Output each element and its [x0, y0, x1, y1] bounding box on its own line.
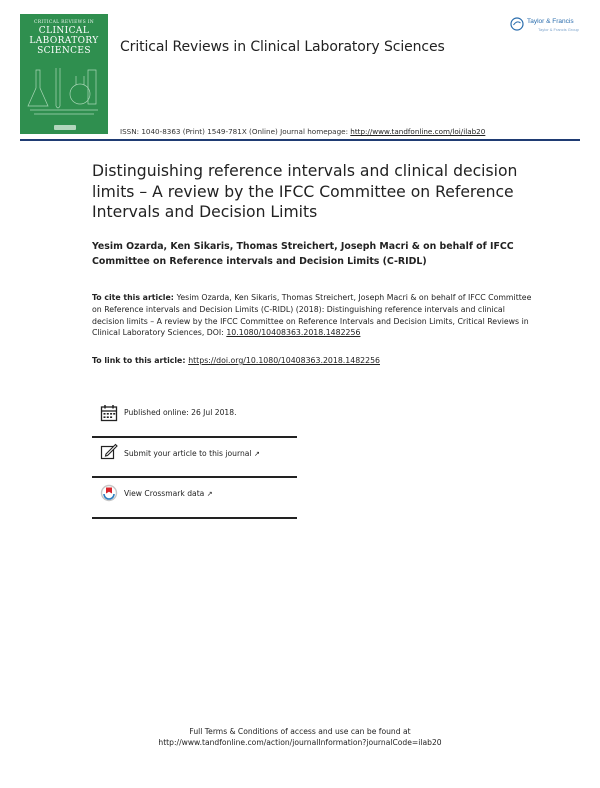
footer-line1: Full Terms & Conditions of access and use can be found at [189, 727, 411, 736]
article-title: Distinguishing reference intervals and clinical decision limits – A review by the IFCC Committee on Reference Intervals and Decision Limits [92, 162, 518, 221]
citation-block [92, 292, 532, 339]
submit-article-link[interactable] [100, 443, 297, 473]
header-divider [20, 139, 580, 141]
crossmark-text: View Crossmark data [124, 489, 205, 498]
citation-text: Yesim Ozarda, Ken Sikaris, Thomas Streichert, Joseph Macri & on behalf of IFCC Committee on Reference intervals and Decision Limits (C-RIDL) (2018): Distinguishing reference intervals and clinical decision limits – A review by the IFCC Committee on Reference Intervals and Decision Limits, Critical Reviews in Clinical Laboratory Sciences, DOI: [92, 293, 532, 338]
publisher-logo-icon [510, 17, 524, 31]
journal-homepage-link[interactable]: http://www.tandfonline.com/loi/ilab20 [350, 127, 486, 136]
edit-icon [100, 443, 118, 461]
cover-lab-illustration [26, 66, 102, 124]
published-row [100, 404, 297, 434]
cover-title-line1: CLINICAL [38, 26, 90, 36]
article-authors: Yesim Ozarda, Ken Sikaris, Thomas Streichert, Joseph Macri & on behalf of IFCC Committee on Reference intervals and Decision Limits (C-RIDL) [92, 241, 514, 267]
info-divider-2 [92, 476, 297, 478]
info-divider-3 [92, 517, 297, 519]
external-link-icon: ↗ [206, 490, 213, 498]
publisher-sub: Taylor & Francis Group [538, 27, 579, 32]
cover-pre-title: CRITICAL REVIEWS IN [33, 20, 95, 25]
footer-journal-info-link[interactable]: http://www.tandfonline.com/action/journalInformation?journalCode=ilab20 [158, 738, 442, 748]
journal-cover [20, 14, 108, 134]
submit-article-text: Submit your article to this journal [124, 449, 252, 458]
footer-terms [0, 726, 600, 749]
cover-title-line3: SCIENCES [37, 46, 91, 56]
cover-publisher-badge [54, 125, 76, 130]
issn-text: ISSN: 1040-8363 (Print) 1549-781X (Online) Journal homepage: [120, 127, 351, 136]
cover-title-line2: LABORATORY [29, 36, 99, 46]
article-doi-link[interactable]: https://doi.org/10.1080/10408363.2018.1482256 [188, 356, 380, 365]
issn-line [120, 127, 485, 136]
article-link-line [92, 355, 532, 367]
calendar-icon [100, 404, 118, 422]
link-label: To link to this article: [92, 356, 189, 365]
crossmark-label [124, 489, 213, 498]
published-date: Published online: 26 Jul 2018. [124, 408, 237, 417]
citation-label: To cite this article: [92, 293, 177, 302]
citation-doi-link[interactable]: 10.1080/10408363.2018.1482256 [226, 328, 361, 338]
crossmark-icon [100, 484, 118, 502]
journal-name: Critical Reviews in Clinical Laboratory Sciences [120, 39, 445, 55]
info-divider-1 [92, 436, 297, 438]
publisher-logo [510, 16, 585, 36]
external-link-icon: ↗ [253, 450, 260, 458]
crossmark-link[interactable] [100, 484, 297, 514]
publisher-name: Taylor & Francis [527, 18, 574, 25]
submit-article-label [124, 449, 260, 458]
